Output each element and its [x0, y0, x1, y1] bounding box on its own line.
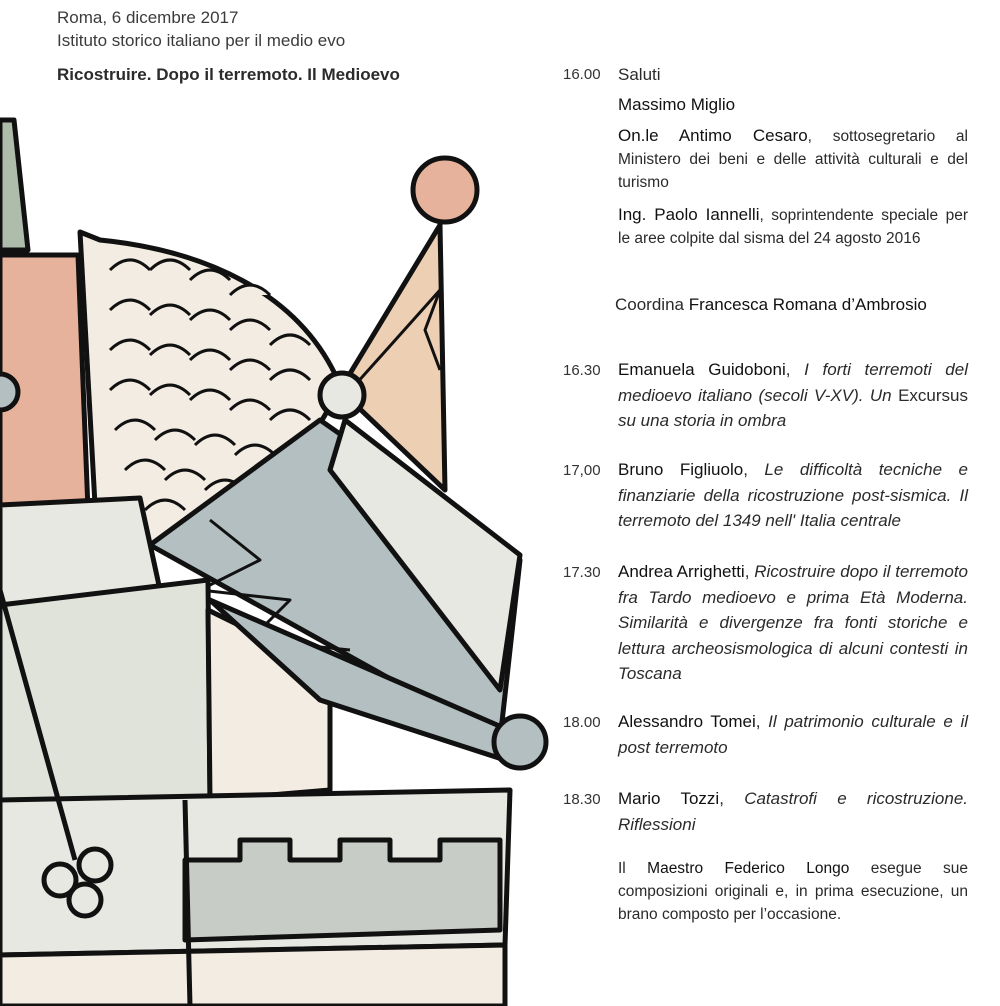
time-label: 16.30	[563, 362, 601, 379]
speaker-entry	[618, 124, 968, 194]
closing-text: esegue sue composizioni originali e, in prima esecuzione, un brano composto per l’occasione.	[618, 860, 968, 923]
talk-title-cont: su una storia in ombra	[618, 411, 787, 430]
time-label: 17.30	[563, 564, 601, 581]
talk-entry: Emanuela Guidoboni, I forti terremoti del medioevo italiano (secoli V-XV). Un Excursus su una storia in ombra	[618, 360, 968, 430]
host-name: Massimo Miglio	[618, 95, 736, 114]
talk-entry: Alessandro Tomei, Il patrimonio culturale e il post terremoto	[618, 712, 968, 757]
talk-title: Ricostruire dopo il terremoto fra Tardo medioevo e prima Età Moderna. Similarità e divergenze fra fonti storiche e lettura archeosismologica di alcuni contesti in Toscana	[618, 562, 969, 683]
talk-entry: Andrea Arrighetti, Ricostruire dopo il terremoto fra Tardo medioevo e prima Età Moderna. Similarità e divergenze fra fonti storiche e lettura archeosismologica di alcuni contesti in Toscana	[618, 562, 969, 683]
speaker-role: , sottosegretario al Ministero dei beni e delle attività culturali e del turismo	[618, 128, 968, 191]
speaker-name: Emanuela Guidoboni	[618, 360, 786, 379]
moderator-prefix: Coordina	[615, 295, 689, 314]
speaker-entry	[618, 203, 968, 250]
opening-label: Saluti	[618, 65, 661, 84]
closing-prefix: Il	[618, 860, 648, 877]
time-label: 18.30	[563, 791, 601, 808]
speaker-name: Mario Tozzi	[618, 789, 720, 808]
closing-note	[618, 857, 968, 926]
speaker-name: Ing. Paolo Iannelli	[618, 205, 760, 224]
speaker-name: Alessandro Tomei	[618, 712, 756, 731]
cathedral-illustration	[0, 100, 560, 1006]
time-label: 16.00	[563, 66, 601, 83]
time-label: 18.00	[563, 714, 601, 731]
event-title: Ricostruire. Dopo il terremoto. Il Medioevo	[57, 65, 400, 84]
talk-title: Catastrofi e ricostruzione. Riflessioni	[618, 789, 969, 834]
talk-entry: Bruno Figliuolo, Le difficoltà tecniche e finanziarie della ricostruzione post-sismica. Il terremoto del 1349 nell' Italia centrale	[618, 460, 968, 530]
time-label: 17,00	[563, 462, 601, 479]
speaker-name: Andrea Arrighetti	[618, 562, 745, 581]
moderator-name: Francesca Romana d’Ambrosio	[688, 295, 927, 314]
speaker-name: On.le Antimo Cesaro	[618, 126, 808, 145]
institute-name: Istituto storico italiano per il medio evo	[57, 31, 346, 50]
talk-title: Le difficoltà tecniche e finanziarie della ricostruzione post-sismica. Il terremoto del 1349 nell' Italia centrale	[618, 460, 968, 530]
talk-title-roman: Excursus	[891, 385, 968, 405]
speaker-role: , soprintendente speciale per le aree colpite dal sisma del 24 agosto 2016	[618, 207, 968, 247]
date-place: Roma, 6 dicembre 2017	[57, 8, 239, 27]
header	[57, 6, 400, 85]
talk-title: Il patrimonio culturale e il post terremoto	[618, 712, 968, 757]
talk-entry: Mario Tozzi, Catastrofi e ricostruzione. Riflessioni	[618, 789, 969, 834]
speaker-name: Bruno Figliuolo	[618, 460, 744, 479]
talk-title: I forti terremoti del medioevo italiano (secoli V-XV). Un	[618, 360, 968, 405]
moderator-line	[615, 292, 965, 318]
performer-name: Maestro Federico Longo	[647, 860, 850, 877]
